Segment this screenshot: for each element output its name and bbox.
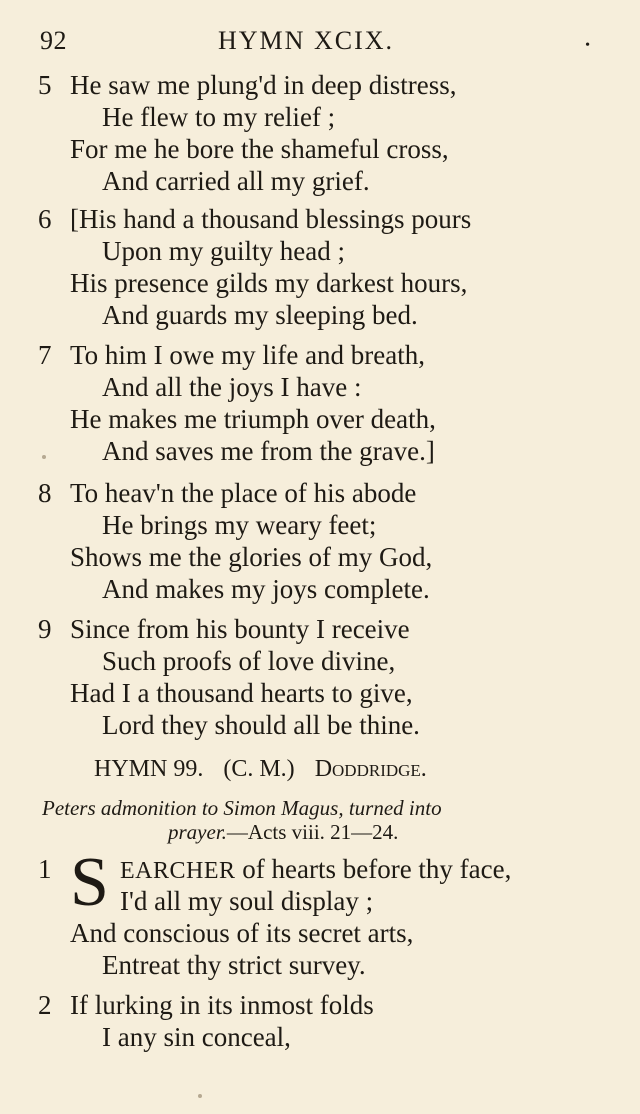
verse-line: He flew to my relief ; bbox=[102, 102, 336, 132]
verse-line: Lord they should all be thine. bbox=[102, 710, 420, 740]
verse-line: For me he bore the shameful cross, bbox=[70, 134, 449, 164]
verse-line: I'd all my soul display ; bbox=[120, 886, 374, 916]
hymn-subtitle-line-1: Peters admonition to Simon Magus, turned into bbox=[42, 796, 442, 820]
verse-line: Since from his bounty I receive bbox=[70, 614, 410, 644]
hymn-title bbox=[94, 756, 427, 783]
verse-line: He makes me triumph over death, bbox=[70, 404, 436, 434]
hymn-subtitle-line-2 bbox=[168, 820, 398, 845]
verse-line: And carried all my grief. bbox=[102, 166, 370, 196]
stanza-number: 6 bbox=[38, 204, 52, 234]
hymn-subtitle-prayer: prayer. bbox=[168, 820, 227, 844]
verse-line: And all the joys I have : bbox=[102, 372, 362, 402]
verse-line: Entreat thy strict survey. bbox=[102, 950, 366, 980]
verse-line: Had I a thousand hearts to give, bbox=[70, 678, 413, 708]
verse-line: If lurking in its inmost folds bbox=[70, 990, 374, 1020]
verse-line: Shows me the glories of my God, bbox=[70, 542, 433, 572]
verse-line: I any sin conceal, bbox=[102, 1022, 291, 1052]
first-line-rest: of hearts before thy face, bbox=[242, 854, 512, 884]
hymn-author: Doddridge. bbox=[314, 756, 427, 782]
verse-line: To heav'n the place of his abode bbox=[70, 478, 417, 508]
stanza-number: 5 bbox=[38, 70, 52, 100]
hymn-meter: (C. M.) bbox=[223, 756, 295, 782]
running-head: HYMN XCIX. bbox=[218, 26, 394, 55]
stanza-number: 2 bbox=[38, 990, 52, 1020]
ink-mark: • bbox=[585, 38, 590, 53]
verse-line: And guards my sleeping bed. bbox=[102, 300, 418, 330]
hymn-number: HYMN 99. bbox=[94, 756, 204, 782]
stanza-number: 9 bbox=[38, 614, 52, 644]
stanza-number: 1 bbox=[38, 854, 52, 884]
stanza-number: 7 bbox=[38, 340, 52, 370]
drop-cap: S bbox=[70, 844, 109, 921]
verse-line bbox=[120, 854, 511, 885]
verse-line: And saves me from the grave.] bbox=[102, 436, 435, 466]
verse-line: And conscious of its secret arts, bbox=[70, 918, 414, 948]
first-word-rest: EARCHER bbox=[120, 858, 236, 884]
paper-spot bbox=[198, 1094, 202, 1098]
verse-line: Such proofs of love divine, bbox=[102, 646, 396, 676]
verse-line: Upon my guilty head ; bbox=[102, 236, 345, 266]
page-number: 92 bbox=[40, 26, 67, 55]
verse-line: He saw me plung'd in deep distress, bbox=[70, 70, 457, 100]
paper-spot bbox=[42, 455, 46, 459]
page-header bbox=[38, 26, 600, 62]
verse-line: [His hand a thousand blessings pours bbox=[70, 204, 472, 234]
verse-line: And makes my joys complete. bbox=[102, 574, 430, 604]
verse-line: To him I owe my life and breath, bbox=[70, 340, 426, 370]
verse-line: His presence gilds my darkest hours, bbox=[70, 268, 468, 298]
scripture-reference: —Acts viii. 21—24. bbox=[226, 820, 399, 844]
verse-line: He brings my weary feet; bbox=[102, 510, 377, 540]
stanza-number: 8 bbox=[38, 478, 52, 508]
